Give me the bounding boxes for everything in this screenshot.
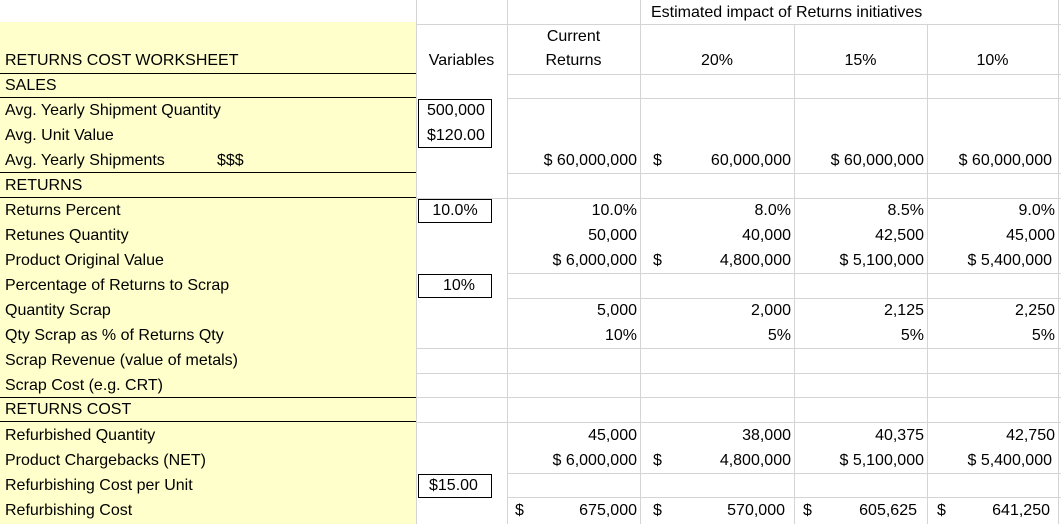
- p10-qty-scrap[interactable]: 2,250: [1014, 302, 1055, 319]
- row-label-qty-scrap: Quantity Scrap: [5, 302, 111, 319]
- row-label-refurb-cpu: Refurbishing Cost per Unit: [5, 477, 193, 494]
- cur-prod-val[interactable]: $ 6,000,000: [552, 252, 637, 269]
- p15-refurb-cost-sym[interactable]: $: [803, 502, 812, 519]
- row-label-scrap-cost: Scrap Cost (e.g. CRT): [5, 377, 163, 394]
- p20-chargebacks-sym[interactable]: $: [653, 452, 662, 469]
- p15-prod-val[interactable]: $ 5,100,000: [839, 252, 924, 269]
- row-label-ret-qty: Retunes Quantity: [5, 227, 129, 244]
- row-label-chargebacks: Product Chargebacks (NET): [5, 452, 206, 469]
- row-label-refurb-cost: Refurbishing Cost: [5, 502, 133, 519]
- p10-refurb-qty[interactable]: 42,750: [1006, 427, 1055, 444]
- row-label-scrap-rev: Scrap Revenue (value of metals): [5, 352, 238, 369]
- grid-line: [416, 348, 1061, 349]
- row-label-ret-pct: Returns Percent: [5, 202, 121, 219]
- pct20-header: 20%: [700, 52, 734, 69]
- pct15-header: 15%: [844, 52, 877, 69]
- p10-ret-pct[interactable]: 9.0%: [1018, 202, 1055, 219]
- grid-line: [416, 0, 417, 524]
- p10-refurb-cost-sym[interactable]: $: [937, 502, 946, 519]
- section-returns-cost: RETURNS COST: [5, 401, 132, 418]
- cur-chargebacks[interactable]: $ 6,000,000: [552, 452, 637, 469]
- p15-chargebacks[interactable]: $ 5,100,000: [839, 452, 924, 469]
- var-pct-scrap[interactable]: 10%: [443, 277, 476, 294]
- current-header-line1: Current: [546, 28, 601, 45]
- cur-qty-scrap[interactable]: 5,000: [596, 302, 637, 319]
- cur-refurb-qty[interactable]: 45,000: [588, 427, 637, 444]
- cur-refurb-cost[interactable]: 675,000: [579, 502, 637, 519]
- p15-ret-qty[interactable]: 42,500: [875, 227, 924, 244]
- cur-avg-ship[interactable]: $ 60,000,000: [543, 152, 637, 169]
- worksheet-title: RETURNS COST WORKSHEET: [5, 52, 239, 69]
- p15-ret-pct[interactable]: 8.5%: [887, 202, 924, 219]
- p15-refurb-cost[interactable]: 605,625: [859, 502, 917, 519]
- row-label-avg-ship-sym: $$$: [217, 152, 244, 169]
- p10-avg-ship[interactable]: $ 60,000,000: [958, 152, 1052, 169]
- grid-line: [507, 98, 1061, 99]
- row-label-avg-qty: Avg. Yearly Shipment Quantity: [5, 102, 221, 119]
- current-header-line2: Returns: [545, 52, 602, 69]
- var-avg-unit[interactable]: $120.00: [427, 127, 485, 144]
- p10-ret-qty[interactable]: 45,000: [1006, 227, 1055, 244]
- p20-prod-val[interactable]: 4,800,000: [719, 252, 791, 269]
- p20-refurb-cost-sym[interactable]: $: [653, 502, 662, 519]
- p20-avg-ship[interactable]: 60,000,000: [710, 152, 791, 169]
- grid-line: [416, 373, 1061, 374]
- section-line: [0, 73, 416, 74]
- row-label-avg-unit: Avg. Unit Value: [5, 127, 114, 144]
- p10-qty-scrap-pct[interactable]: 5%: [1031, 327, 1055, 344]
- variables-header: Variables: [428, 52, 495, 69]
- p10-refurb-cost[interactable]: 641,250: [992, 502, 1050, 519]
- p10-prod-val[interactable]: $ 5,400,000: [967, 252, 1052, 269]
- row-label-refurb-qty: Refurbished Quantity: [5, 427, 156, 444]
- p20-chargebacks[interactable]: 4,800,000: [719, 452, 791, 469]
- row-label-pct-scrap: Percentage of Returns to Scrap: [5, 277, 230, 294]
- grid-line: [1058, 0, 1059, 524]
- cur-ret-qty[interactable]: 50,000: [588, 227, 637, 244]
- p15-qty-scrap[interactable]: 2,125: [883, 302, 924, 319]
- cur-refurb-cost-sym[interactable]: $: [515, 502, 524, 519]
- p10-chargebacks[interactable]: $ 5,400,000: [967, 452, 1052, 469]
- section-sales: SALES: [5, 77, 57, 94]
- cur-qty-scrap-pct[interactable]: 10%: [604, 327, 637, 344]
- var-avg-qty[interactable]: 500,000: [427, 102, 485, 119]
- p20-ret-pct[interactable]: 8.0%: [754, 202, 791, 219]
- header-row-bg: [0, 0, 416, 22]
- p20-refurb-cost[interactable]: 570,000: [727, 502, 785, 519]
- p20-avg-ship-sym[interactable]: $: [653, 152, 662, 169]
- p20-ret-qty[interactable]: 40,000: [742, 227, 791, 244]
- row-label-prod-val: Product Original Value: [5, 252, 164, 269]
- row-label-avg-ship: Avg. Yearly Shipments: [5, 152, 165, 169]
- grid-line: [507, 473, 1061, 474]
- p15-avg-ship[interactable]: $ 60,000,000: [830, 152, 924, 169]
- grid-line: [507, 273, 1061, 274]
- grid-line: [507, 74, 1061, 75]
- grid-line: [507, 173, 1061, 174]
- p20-qty-scrap[interactable]: 2,000: [750, 302, 791, 319]
- section-returns: RETURNS: [5, 177, 83, 194]
- row-label-qty-scrap-pct: Qty Scrap as % of Returns Qty: [5, 327, 224, 344]
- cur-ret-pct[interactable]: 10.0%: [591, 202, 637, 219]
- var-refurb-cpu[interactable]: $15.00: [429, 477, 478, 494]
- p20-qty-scrap-pct[interactable]: 5%: [767, 327, 791, 344]
- p20-refurb-qty[interactable]: 38,000: [742, 427, 791, 444]
- estimated-impact-title: Estimated impact of Returns initiatives: [651, 4, 923, 21]
- grid-line: [416, 397, 1061, 398]
- p15-refurb-qty[interactable]: 40,375: [875, 427, 924, 444]
- pct10-header: 10%: [976, 52, 1009, 69]
- p20-prod-val-sym[interactable]: $: [653, 252, 662, 269]
- p15-qty-scrap-pct[interactable]: 5%: [900, 327, 924, 344]
- var-ret-pct[interactable]: 10.0%: [432, 202, 478, 219]
